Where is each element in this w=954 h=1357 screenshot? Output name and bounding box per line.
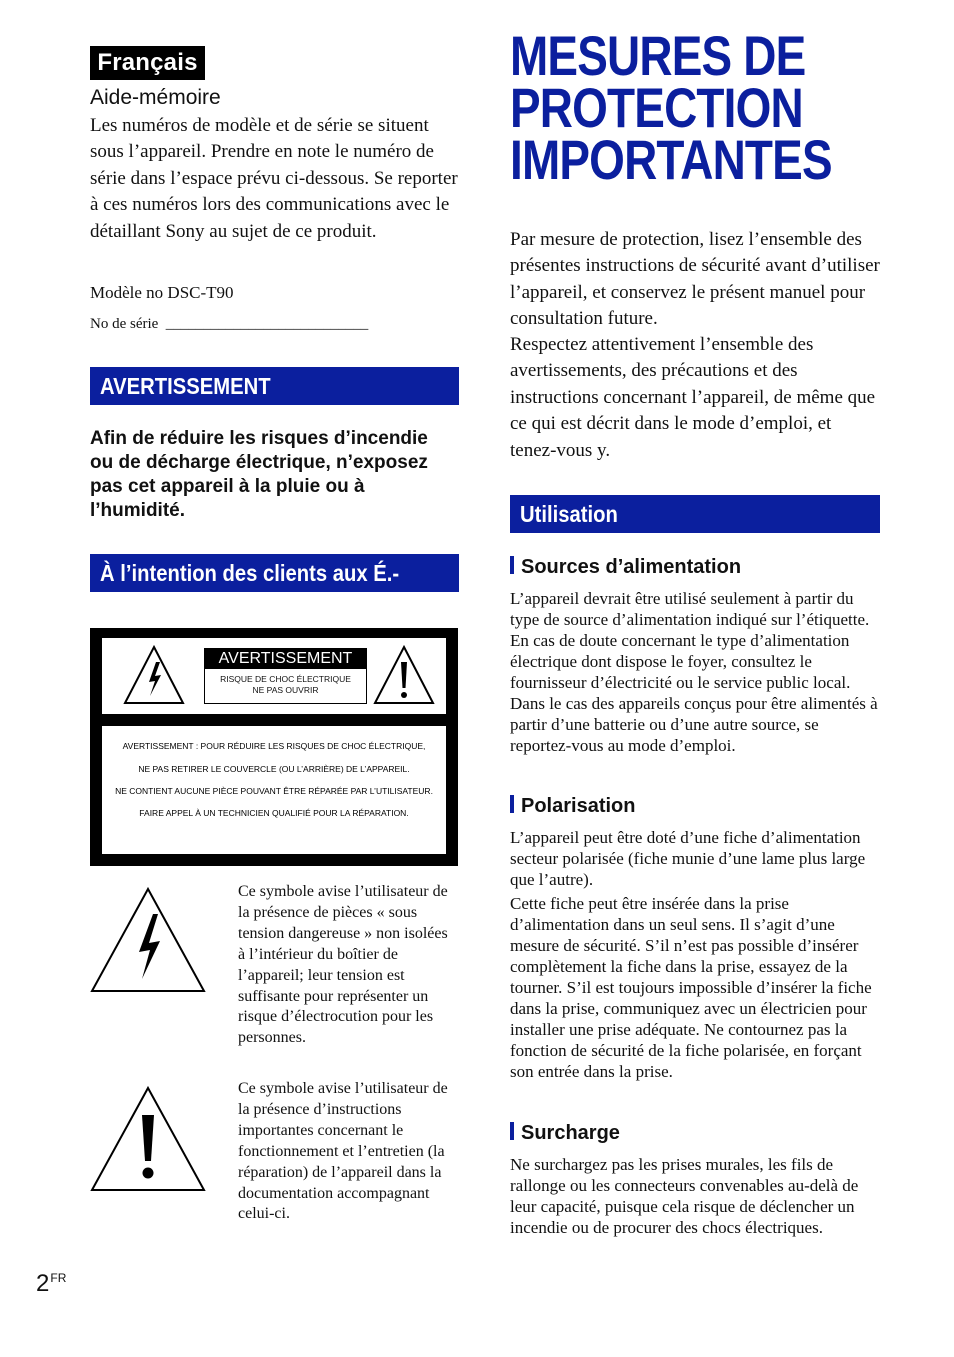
lightning-triangle-icon [122,644,186,706]
page-title [510,24,832,191]
surcharge-heading-text: Surcharge [521,1122,620,1144]
usa-heading-bar [90,554,459,624]
polarisation-heading [510,793,635,819]
page-number-suffix: FR [50,1271,67,1285]
label-warning-line: NE PAS RETIRER LE COUVERCLE (OU L’ARRIÈRE) DE L’APPAREIL. [138,764,410,774]
exclamation-triangle-icon [89,1085,207,1193]
serial-number-line: No de série ___________________________ [90,316,369,332]
avertissement-body: Afin de réduire les risques d’incendie ou de décharge électrique, n’exposez pas cet appareil à la pluie ou à l’humidité. [90,428,428,521]
polarisation-paragraph-1: L’appareil peut être doté d’une fiche d’alimentation secteur polarisée (fiche munie d’une lame plus large que l’autre). [510,828,866,889]
warning-label-bottom [102,726,446,854]
sources-heading-text: Sources d’alimentation [521,556,742,578]
label-subtext-1: RISQUE DE CHOC ÉLECTRIQUE [220,674,351,684]
page-title-line: IMPORTANTES [510,128,832,191]
exclamation-triangle-icon [372,644,436,706]
warning-label [90,628,458,866]
aide-memoire-heading: Aide-mémoire [90,86,221,109]
label-warning-line: AVERTISSEMENT : POUR RÉDUIRE LES RISQUES DE CHOC ÉLECTRIQUE, [122,741,426,751]
section-marker [510,556,514,574]
intro-paragraph-2: Respectez attentivement l’ensemble des avertissements, des précautions et des instructions concernant l’appareil, de même que ce qui est décrit dans le mode d’emploi, et tenez-vous y. [510,334,876,461]
label-warning-line: NE CONTIENT AUCUNE PIÈCE POUVANT ÊTRE RÉPARÉE PAR L’UTILISATEUR. [115,786,433,796]
language-tab: Français [90,46,205,80]
avertissement-heading: AVERTISSEMENT [100,373,271,399]
avertissement-heading-bar [90,367,459,405]
usa-heading: À l’intention des clients aux É.-U. [100,560,400,624]
surcharge-heading [510,1120,620,1146]
label-warning-line: FAIRE APPEL À UN TECHNICIEN QUALIFIÉ POUR LA RÉPARATION. [139,808,409,818]
intro-paragraph-1: Par mesure de protection, lisez l’ensemble des présentes instructions de sécurité avant d’utiliser l’appareil, et conservez le présent manuel pour consultation future. [510,229,880,330]
aide-memoire-body: Les numéros de modèle et de série se situent sous l’appareil. Prendre en note le numéro de série dans l’espace prévu ci-dessous. Se reporter à ces numéros lors des communications avec le détaillant Sony au sujet de ce produit. [90,115,458,242]
page-number [36,1270,66,1298]
symbol2-description: Ce symbole avise l’utilisateur de la présence d’instructions importantes concernant le fonctionnement et l’entretien (la réparation) de l’appareil dans la documentation accompagnant celui-ci. [238,1080,448,1223]
label-subtext-2: NE PAS OUVRIR [252,685,319,695]
utilisation-heading-bar [510,495,880,533]
model-number: Modèle no DSC-T90 [90,283,234,302]
label-avertissement-box [204,648,367,704]
label-avertissement-header: AVERTISSEMENT [205,649,366,669]
page-title-line: PROTECTION [510,76,803,139]
lightning-triangle-icon [89,886,207,994]
page-title-line: MESURES DE [510,24,806,87]
symbol1-description: Ce symbole avise l’utilisateur de la présence de pièces « sous tension dangereuse » non isolées à l’intérieur du boîtier de l’appareil; leur tension est suffisante pour représenter un risque d’électrocution pour les personnes. [238,883,448,1047]
utilisation-heading: Utilisation [520,501,618,527]
warning-label-top [102,638,446,714]
sources-body: L’appareil devrait être utilisé seulement à partir du type de source d’alimentation indiqué sur l’étiquette. En cas de doute concernant le type d’alimentation électrique dont dispose le foyer, consultez le fournisseur d’électricité ou le service public local. Dans le cas des appareils conçus pour être alimentés à partir d’une batterie ou d’une autre source, se reportez-vous au mode d’emploi. [510,589,878,755]
surcharge-body: Ne surchargez pas les prises murales, les fils de rallonge ou les connecteurs convenables au-delà de leur capacité, puisque cela risque de déclencher un incendie ou de procurer des chocs électriques. [510,1155,859,1237]
section-marker [510,1122,514,1140]
section-marker [510,795,514,813]
sources-heading [510,554,741,580]
polarisation-paragraph-2: Cette fiche peut être insérée dans la prise d’alimentation dans un seul sens. Il s’agit d’une mesure de sécurité. S’il n’est pas possible d’insérer complètement la fiche dans la prise, essayez de la tourner. S’il est toujours impossible d’insérer la fiche dans la prise, communiquez avec un électricien pour installer une prise adéquate. Ne contournez pas la fonction de sécurité de la fiche polarisée, en forçant son entrée dans la prise. [510,894,872,1081]
polarisation-heading-text: Polarisation [521,795,636,817]
page-number-value: 2 [36,1270,50,1297]
